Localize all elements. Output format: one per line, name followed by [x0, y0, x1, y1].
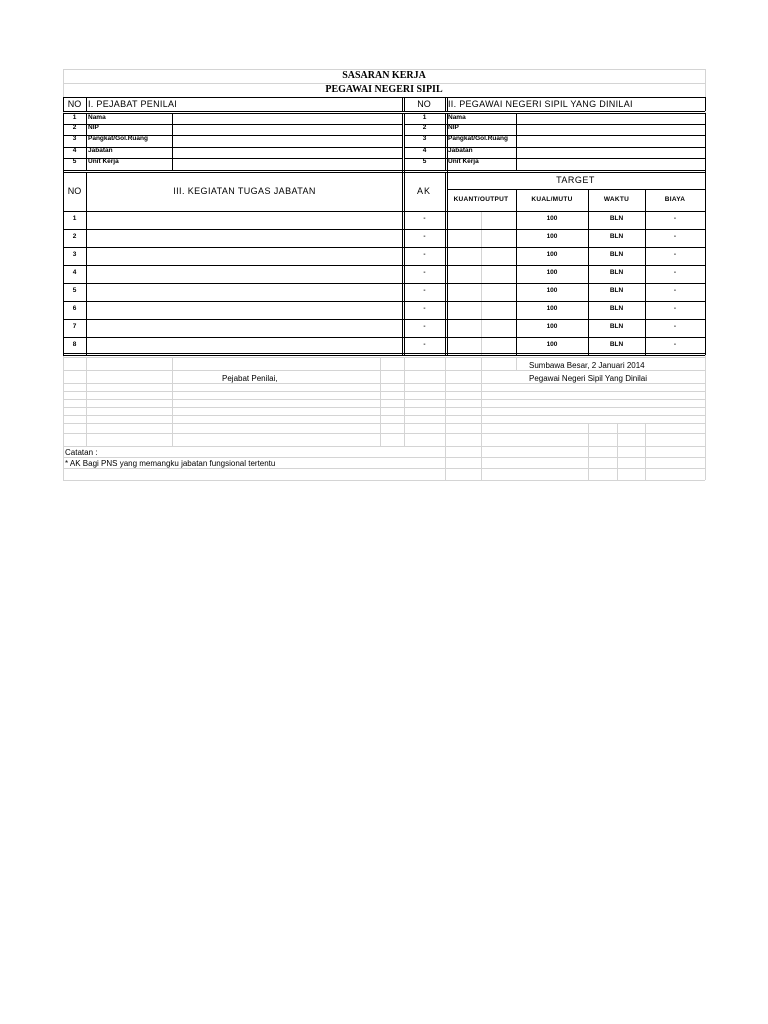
- gridline-v: [516, 357, 517, 370]
- task-row-no: 3: [72, 251, 77, 258]
- border-h: [63, 337, 705, 338]
- gridline-v: [380, 357, 381, 446]
- notes-label: Catatan :: [65, 448, 98, 457]
- border-h: [63, 170, 705, 171]
- border-v: [63, 97, 64, 111]
- gridline-h: [63, 357, 705, 358]
- task-row-cost: -: [673, 251, 677, 258]
- task-row-quality: 100: [546, 287, 558, 294]
- section2-no-header: NO: [417, 99, 431, 109]
- task-row-time: BLN: [609, 251, 624, 258]
- gridline-h: [63, 457, 705, 458]
- border-h: [404, 158, 705, 159]
- ak-header: AK: [416, 186, 431, 196]
- section2-row-no: 5: [422, 158, 427, 165]
- gridline-h: [63, 480, 705, 481]
- task-row-time: BLN: [609, 323, 624, 330]
- task-row-ak: -: [423, 251, 426, 258]
- title-line-2: PEGAWAI NEGERI SIPIL: [325, 84, 443, 95]
- task-row-ak: -: [423, 287, 426, 294]
- task-row-time: BLN: [609, 269, 624, 276]
- border-v: [516, 113, 517, 170]
- border-v: [86, 113, 87, 170]
- task-row-quality: 100: [546, 233, 558, 240]
- task-row-cost: -: [673, 323, 677, 330]
- task-row-quality: 100: [546, 323, 558, 330]
- section2-row-no: 4: [422, 147, 427, 154]
- section1-row-no: 2: [72, 124, 77, 131]
- task-row-cost: -: [673, 269, 677, 276]
- section1-no-header: NO: [67, 99, 82, 109]
- task-row-cost: -: [673, 341, 677, 348]
- target-header: TARGET: [556, 175, 595, 185]
- border-h: [63, 111, 705, 112]
- gridline-h: [63, 391, 705, 392]
- task-row-quality: 100: [546, 251, 558, 258]
- border-v: [445, 97, 446, 111]
- time-header: WAKTU: [603, 196, 630, 203]
- section1-header: I. PEJABAT PENILAI: [88, 99, 178, 109]
- gridline-v: [645, 423, 646, 480]
- task-row-time: BLN: [609, 341, 624, 348]
- section1-row-no: 4: [72, 147, 77, 154]
- section1-row-no: 5: [72, 158, 77, 165]
- border-v: [445, 113, 446, 170]
- task-row-no: 5: [72, 287, 77, 294]
- gridline-h: [63, 407, 705, 408]
- section1-row-label: Nama: [88, 114, 106, 121]
- task-row-ak: -: [423, 269, 426, 276]
- task-row-cost: -: [673, 233, 677, 240]
- cost-header: BIAYA: [664, 196, 686, 203]
- task-row-time: BLN: [609, 215, 624, 222]
- gridline-h: [63, 446, 705, 447]
- border-h: [63, 147, 402, 148]
- task-row-quality: 100: [546, 269, 558, 276]
- gridline-h: [63, 423, 705, 424]
- border-v: [516, 189, 517, 355]
- section1-row-label: Pangkat/Gol.Ruang: [88, 135, 148, 142]
- section1-row-label: NIP: [88, 124, 99, 131]
- border-h: [63, 158, 402, 159]
- gridline-h: [63, 433, 705, 434]
- output-header: KUANT/OUTPUT: [453, 196, 509, 203]
- border-h: [63, 247, 705, 248]
- gridline-v: [172, 357, 173, 446]
- section1-row-label: Unit Kerja: [88, 158, 119, 165]
- place-date: Sumbawa Besar, 2 Januari 2014: [529, 361, 645, 370]
- border-v: [86, 97, 87, 111]
- gridline-v: [445, 357, 446, 480]
- gridline-v: [481, 357, 482, 480]
- border-h: [63, 211, 705, 212]
- gridline-v: [86, 357, 87, 446]
- border-h: [63, 113, 705, 114]
- border-h: [63, 301, 705, 302]
- border-h: [63, 229, 705, 230]
- section1-row-no: 3: [72, 135, 77, 142]
- border-h: [63, 283, 705, 284]
- gridline-h: [63, 383, 705, 384]
- border-v: [86, 172, 87, 355]
- task-row-cost: -: [673, 215, 677, 222]
- border-h: [63, 124, 402, 125]
- section2-row-label: NIP: [448, 124, 459, 131]
- gridline-v: [617, 423, 618, 480]
- task-row-ak: -: [423, 323, 426, 330]
- task-row-no: 8: [72, 341, 77, 348]
- gridline-h: [63, 468, 705, 469]
- task-row-ak: -: [423, 341, 426, 348]
- task-row-no: 2: [72, 233, 77, 240]
- border-h: [63, 355, 705, 356]
- gridline-h: [63, 415, 705, 416]
- task-row-no: 1: [72, 215, 77, 222]
- border-v: [445, 172, 446, 355]
- section2-row-no: 3: [422, 135, 427, 142]
- task-row-no: 6: [72, 305, 77, 312]
- section2-row-label: Jabatan: [448, 147, 473, 154]
- border-v: [705, 113, 706, 355]
- task-row-time: BLN: [609, 233, 624, 240]
- task-row-quality: 100: [546, 305, 558, 312]
- section2-row-label: Nama: [448, 114, 466, 121]
- section2-header: II. PEGAWAI NEGERI SIPIL YANG DINILAI: [448, 99, 633, 109]
- quality-header: KUAL/MUTU: [531, 196, 573, 203]
- section1-row-no: 1: [72, 114, 77, 121]
- border-v: [447, 97, 448, 111]
- task-row-no: 4: [72, 269, 77, 276]
- task-row-cost: -: [673, 287, 677, 294]
- border-h: [63, 319, 705, 320]
- section3-header: III. KEGIATAN TUGAS JABATAN: [173, 186, 316, 196]
- border-h: [404, 135, 705, 136]
- section2-row-no: 2: [422, 124, 427, 131]
- section2-row-label: Unit Kerja: [448, 158, 479, 165]
- section3-no-header: NO: [67, 186, 82, 196]
- section1-row-label: Jabatan: [88, 147, 113, 154]
- border-h: [404, 124, 705, 125]
- gridline-v: [588, 423, 589, 480]
- task-row-quality: 100: [546, 341, 558, 348]
- notes-line-1: * AK Bagi PNS yang memangku jabatan fungsional tertentu: [65, 459, 276, 468]
- task-row-cost: -: [673, 305, 677, 312]
- task-row-quality: 100: [546, 215, 558, 222]
- border-h: [63, 97, 705, 98]
- task-row-no: 7: [72, 323, 77, 330]
- gridline-h: [63, 399, 705, 400]
- border-h: [404, 147, 705, 148]
- border-v: [705, 97, 706, 111]
- border-h: [63, 265, 705, 266]
- task-row-ak: -: [423, 305, 426, 312]
- border-v: [172, 113, 173, 170]
- assessed-label: Pegawai Negeri Sipil Yang Dinilai: [529, 374, 647, 383]
- task-row-ak: -: [423, 215, 426, 222]
- border-v: [588, 189, 589, 355]
- border-v: [645, 189, 646, 355]
- task-row-time: BLN: [609, 287, 624, 294]
- border-h: [63, 172, 705, 173]
- border-h: [63, 135, 402, 136]
- assessor-label: Pejabat Penilai,: [222, 374, 278, 383]
- border-h: [447, 189, 705, 190]
- gridline-v: [404, 357, 405, 446]
- border-v: [404, 97, 405, 111]
- gridline-h: [63, 370, 705, 371]
- section2-row-no: 1: [422, 114, 427, 121]
- task-row-time: BLN: [609, 305, 624, 312]
- section2-row-label: Pangkat/Gol.Ruang: [448, 135, 508, 142]
- border-v: [402, 97, 403, 111]
- task-row-ak: -: [423, 233, 426, 240]
- title-line-1: SASARAN KERJA: [342, 70, 426, 81]
- border-h: [63, 353, 705, 354]
